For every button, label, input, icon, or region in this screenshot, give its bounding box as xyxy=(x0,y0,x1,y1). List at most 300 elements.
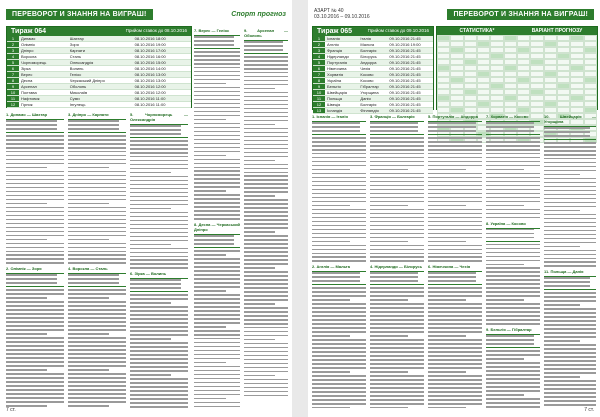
text-line xyxy=(428,335,466,337)
text-line xyxy=(428,303,482,305)
text-line xyxy=(130,220,188,222)
text-line xyxy=(68,199,126,201)
text-line xyxy=(486,366,540,368)
text-line xyxy=(428,363,482,365)
text-line xyxy=(312,145,366,147)
section-heading: 5. Португалія — Андорра xyxy=(428,114,478,119)
text-line xyxy=(428,260,482,262)
text-line xyxy=(428,209,482,211)
text-line xyxy=(130,148,188,150)
text-line xyxy=(130,398,188,400)
score-line xyxy=(130,129,181,131)
text-line xyxy=(486,197,540,199)
right-draw-cell: Косово xyxy=(358,78,387,84)
text-line xyxy=(428,137,482,139)
text-line xyxy=(486,189,540,191)
text-line xyxy=(428,189,482,191)
text-line xyxy=(6,239,47,241)
text-line xyxy=(6,345,64,347)
right-draw-cell: Швейцарія xyxy=(325,90,358,96)
text-line xyxy=(370,157,424,159)
text-line xyxy=(428,307,482,309)
text-line xyxy=(130,382,188,384)
text-line xyxy=(244,299,288,301)
text-line xyxy=(428,141,482,143)
text-line xyxy=(130,192,188,194)
text-line xyxy=(486,264,524,266)
text-line xyxy=(370,149,424,151)
score-line xyxy=(486,237,534,239)
text-line xyxy=(6,369,47,371)
right-draw-cell: Німеччина xyxy=(325,66,358,72)
text-line xyxy=(312,319,366,321)
section-heading: 4. Нідерланди — Білорусь xyxy=(370,264,423,270)
text-line xyxy=(544,166,596,168)
text-line xyxy=(194,107,240,109)
left-draw-cell: 10 xyxy=(7,90,19,96)
score-line xyxy=(370,272,418,274)
text-line xyxy=(428,193,482,195)
text-line xyxy=(194,91,240,93)
text-line xyxy=(312,299,350,301)
text-line xyxy=(370,181,424,183)
text-line xyxy=(244,231,275,233)
text-line xyxy=(244,144,288,146)
right-draw-cell: 09.10.2016 21:45 xyxy=(387,96,433,102)
text-line xyxy=(544,364,596,366)
score-line xyxy=(68,124,119,126)
text-line xyxy=(486,390,540,392)
text-line xyxy=(428,375,482,377)
text-line xyxy=(130,160,188,162)
text-line xyxy=(486,193,540,195)
text-line xyxy=(6,187,64,189)
text-line xyxy=(544,352,596,354)
score-box xyxy=(486,228,540,242)
score-line xyxy=(312,122,360,124)
text-line xyxy=(370,387,424,389)
right-draw-subtitle: Прийом ставок до 09.10.2016 xyxy=(367,28,429,33)
text-line xyxy=(544,170,596,172)
score-line xyxy=(6,124,57,126)
score-line xyxy=(428,130,476,132)
right-draw-cell: Болгарія xyxy=(358,48,387,54)
text-line xyxy=(428,197,482,199)
text-line xyxy=(130,212,188,214)
text-line xyxy=(486,299,524,301)
text-line xyxy=(6,227,64,229)
text-line xyxy=(312,260,366,262)
text-line xyxy=(544,392,596,394)
text-line xyxy=(312,303,366,305)
text-line xyxy=(370,221,424,223)
text-line xyxy=(130,263,188,265)
text-line xyxy=(68,345,126,347)
text-line xyxy=(194,210,240,212)
text-line xyxy=(544,296,596,298)
text-line xyxy=(312,391,366,393)
text-line xyxy=(312,185,366,187)
right-draw-row xyxy=(313,90,433,96)
text-line xyxy=(428,343,482,345)
text-line xyxy=(68,289,126,291)
text-line xyxy=(6,329,64,331)
text-line xyxy=(194,198,240,200)
text-line xyxy=(312,295,366,297)
text-line xyxy=(486,248,540,250)
text-line xyxy=(130,326,188,328)
text-line xyxy=(312,291,366,293)
text-line xyxy=(68,163,126,165)
text-line xyxy=(312,335,350,337)
text-line xyxy=(544,344,596,346)
text-line xyxy=(194,182,240,184)
left-draw-cell: 8 xyxy=(7,78,19,84)
text-line xyxy=(486,260,540,262)
score-line xyxy=(6,128,57,130)
text-line xyxy=(312,233,366,235)
right-draw-cell: 13 xyxy=(313,108,325,114)
text-line xyxy=(130,184,188,186)
text-line xyxy=(68,393,126,395)
right-draw-row xyxy=(313,78,433,84)
logo: Спорт прогноз xyxy=(231,10,286,18)
text-line xyxy=(544,388,596,390)
text-line xyxy=(370,205,408,207)
text-line xyxy=(428,221,482,223)
left-draw-cell: Геліос xyxy=(68,72,133,78)
text-line xyxy=(312,339,366,341)
right-draw-cell: Нідерланди xyxy=(325,54,358,60)
left-draw-cell: Шахтар xyxy=(68,36,133,42)
score-line xyxy=(244,49,283,51)
text-line xyxy=(68,251,126,253)
score-line xyxy=(312,130,360,132)
text-line xyxy=(130,350,188,352)
text-line xyxy=(244,359,288,361)
text-line xyxy=(244,179,288,181)
left-draw-cell: 1 xyxy=(7,36,19,42)
text-line xyxy=(68,297,109,299)
text-line xyxy=(428,295,482,297)
text-line xyxy=(486,311,540,313)
text-line xyxy=(244,259,288,261)
text-line xyxy=(194,406,240,408)
text-line xyxy=(194,194,240,196)
right-draw-cell: 12 xyxy=(313,102,325,108)
text-line xyxy=(6,325,64,327)
text-line xyxy=(244,76,288,78)
text-line xyxy=(68,309,126,311)
text-line xyxy=(6,179,64,181)
left-draw-cell: Чорноморець xyxy=(19,60,68,66)
text-line xyxy=(312,395,366,397)
text-line xyxy=(428,379,482,381)
text-line xyxy=(244,311,288,313)
text-line xyxy=(130,374,171,376)
text-line xyxy=(312,149,366,151)
text-line xyxy=(6,389,64,391)
text-line xyxy=(194,83,226,85)
text-line xyxy=(486,205,524,207)
text-line xyxy=(68,207,126,209)
text-line xyxy=(244,283,288,285)
left-draw-cell: 08.10.2016 12:00 xyxy=(133,84,191,90)
right-column-3 xyxy=(428,112,482,408)
text-line xyxy=(370,395,424,397)
text-line xyxy=(486,137,540,139)
issue-number: АЗАРТ № 40 xyxy=(314,8,344,14)
text-line xyxy=(194,190,226,192)
text-line xyxy=(244,128,288,130)
text-line xyxy=(130,256,188,258)
text-line xyxy=(6,377,64,379)
text-line xyxy=(68,365,126,367)
text-line xyxy=(244,251,288,253)
right-column-5 xyxy=(544,112,596,408)
text-line xyxy=(486,323,540,325)
left-draw-cell: 5 xyxy=(7,60,19,66)
score-line xyxy=(370,276,418,278)
text-line xyxy=(6,305,64,307)
right-draw-cell: 3 xyxy=(313,48,325,54)
text-line xyxy=(194,298,240,300)
score-line xyxy=(130,283,181,285)
text-line xyxy=(312,351,366,353)
text-line xyxy=(68,239,109,241)
text-line xyxy=(244,199,288,201)
stats-header xyxy=(437,27,597,35)
text-line xyxy=(6,219,64,221)
text-line xyxy=(428,347,482,349)
text-line xyxy=(244,319,288,321)
text-line xyxy=(428,359,482,361)
text-line xyxy=(130,342,188,344)
text-line xyxy=(544,230,596,232)
text-line xyxy=(428,323,482,325)
left-draw-cell: Арсенал xyxy=(19,84,68,90)
text-line xyxy=(428,287,482,289)
text-line xyxy=(428,153,482,155)
text-line xyxy=(428,371,466,373)
text-line xyxy=(6,289,64,291)
right-draw-cell: 09.10.2016 19:00 xyxy=(387,42,433,48)
text-line xyxy=(428,256,482,258)
text-line xyxy=(194,266,240,268)
section-heading: 8. Україна — Косово xyxy=(486,220,526,226)
text-line xyxy=(6,337,64,339)
text-line xyxy=(6,373,64,375)
text-line xyxy=(312,371,350,373)
text-line xyxy=(130,232,188,234)
text-line xyxy=(312,387,366,389)
text-line xyxy=(370,391,424,393)
text-line xyxy=(312,205,350,207)
left-header xyxy=(6,6,286,22)
text-line xyxy=(68,333,109,335)
text-line xyxy=(6,397,64,399)
text-line xyxy=(428,327,482,329)
text-line xyxy=(68,405,109,407)
text-line xyxy=(6,203,47,205)
text-line xyxy=(486,402,540,404)
text-line xyxy=(312,173,366,175)
text-line xyxy=(68,369,109,371)
text-line xyxy=(130,390,188,392)
text-line xyxy=(486,350,540,352)
text-line xyxy=(130,406,188,408)
text-line xyxy=(312,323,366,325)
text-line xyxy=(244,172,288,174)
text-line xyxy=(6,297,47,299)
text-line xyxy=(130,236,188,238)
text-line xyxy=(194,290,226,292)
left-draw-cell: Сталь xyxy=(68,54,133,60)
text-line xyxy=(130,196,188,198)
right-draw-cell: Україна xyxy=(325,78,358,84)
left-draw-cell: Оболонь xyxy=(68,84,133,90)
text-line xyxy=(312,347,366,349)
text-line xyxy=(68,135,126,137)
text-line xyxy=(68,175,126,177)
score-box xyxy=(244,40,288,54)
text-line xyxy=(244,387,288,389)
text-line xyxy=(68,231,126,233)
text-line xyxy=(6,357,64,359)
text-line xyxy=(544,320,596,322)
text-line xyxy=(370,379,424,381)
right-draw-cell: Косово xyxy=(358,72,387,78)
text-line xyxy=(244,175,288,177)
score-line xyxy=(428,276,476,278)
text-line xyxy=(370,299,408,301)
text-line xyxy=(544,316,596,318)
text-line xyxy=(486,303,540,305)
text-line xyxy=(130,180,188,182)
right-column-1 xyxy=(312,112,366,408)
score-line xyxy=(194,44,234,46)
text-line xyxy=(6,381,64,383)
text-line xyxy=(370,343,424,345)
text-line xyxy=(194,350,240,352)
text-line xyxy=(370,315,424,317)
text-line xyxy=(194,306,240,308)
text-line xyxy=(244,243,288,245)
section-heading: 9. Арсенал — Оболонь xyxy=(244,28,288,38)
right-draw-title: Тираж 065 xyxy=(317,28,353,35)
text-line xyxy=(370,371,408,373)
text-line xyxy=(68,179,126,181)
text-line xyxy=(244,395,288,397)
text-line xyxy=(544,254,596,256)
text-line xyxy=(544,372,596,374)
text-line xyxy=(130,298,188,300)
right-draw-cell: Бельгія xyxy=(325,84,358,90)
text-line xyxy=(6,293,64,295)
text-line xyxy=(194,250,240,252)
text-line xyxy=(68,258,126,260)
text-line xyxy=(428,241,466,243)
text-line xyxy=(370,153,424,155)
left-draw-cell: 6 xyxy=(7,66,19,72)
text-line xyxy=(544,250,596,252)
text-line xyxy=(312,197,366,199)
text-line xyxy=(370,189,424,191)
text-line xyxy=(312,363,366,365)
text-line xyxy=(544,142,596,144)
right-draw-row xyxy=(313,60,433,66)
text-line xyxy=(244,92,288,94)
text-line xyxy=(194,330,240,332)
left-draw-cell: 3 xyxy=(7,48,19,54)
text-line xyxy=(244,379,288,381)
text-line xyxy=(312,241,350,243)
text-line xyxy=(244,124,275,126)
text-line xyxy=(244,367,288,369)
text-line xyxy=(370,327,424,329)
text-line xyxy=(486,374,540,376)
text-line xyxy=(68,159,126,161)
text-line xyxy=(244,64,288,66)
left-draw-cell: Ворскла xyxy=(19,54,68,60)
text-line xyxy=(544,300,596,302)
text-line xyxy=(130,172,171,174)
text-line xyxy=(194,147,240,149)
left-draw-cell: 4 xyxy=(7,54,19,60)
text-line xyxy=(370,197,424,199)
text-line xyxy=(244,152,288,154)
text-line xyxy=(370,169,408,171)
left-draw-cell: 7 xyxy=(7,72,19,78)
text-line xyxy=(6,235,64,237)
text-line xyxy=(370,355,424,357)
text-line xyxy=(544,368,596,370)
text-line xyxy=(244,60,288,62)
text-line xyxy=(486,209,540,211)
left-draw-cell: 08.10.2016 13:00 xyxy=(133,72,191,78)
score-line xyxy=(194,36,234,38)
text-line xyxy=(244,160,275,162)
right-header xyxy=(314,6,594,22)
text-line xyxy=(6,365,64,367)
text-line xyxy=(486,287,540,289)
right-draw-cell: 09.10.2016 21:45 xyxy=(387,84,433,90)
text-line xyxy=(544,376,580,378)
text-line xyxy=(68,337,126,339)
text-line xyxy=(6,393,64,395)
text-line xyxy=(68,381,126,383)
text-line xyxy=(312,193,366,195)
right-draw-cell: Швеція xyxy=(325,102,358,108)
text-line xyxy=(312,379,366,381)
right-draw-cell: Андорра xyxy=(358,60,387,66)
text-line xyxy=(244,164,288,166)
text-line xyxy=(244,271,288,273)
text-line xyxy=(370,145,424,147)
right-page-number: 7 ст. xyxy=(584,407,594,413)
text-line xyxy=(428,205,466,207)
text-line xyxy=(68,341,126,343)
section-heading: 3. Франція — Болгарія xyxy=(370,114,415,119)
text-line xyxy=(68,147,126,149)
left-draw-cell: 08.10.2016 11:00 xyxy=(133,102,191,108)
text-line xyxy=(312,403,366,405)
text-line xyxy=(370,311,424,313)
text-line xyxy=(370,359,424,361)
text-line xyxy=(244,263,288,265)
left-draw-subtitle: Прийом ставок до 08.10.2016 xyxy=(125,28,187,33)
score-line xyxy=(428,280,476,282)
